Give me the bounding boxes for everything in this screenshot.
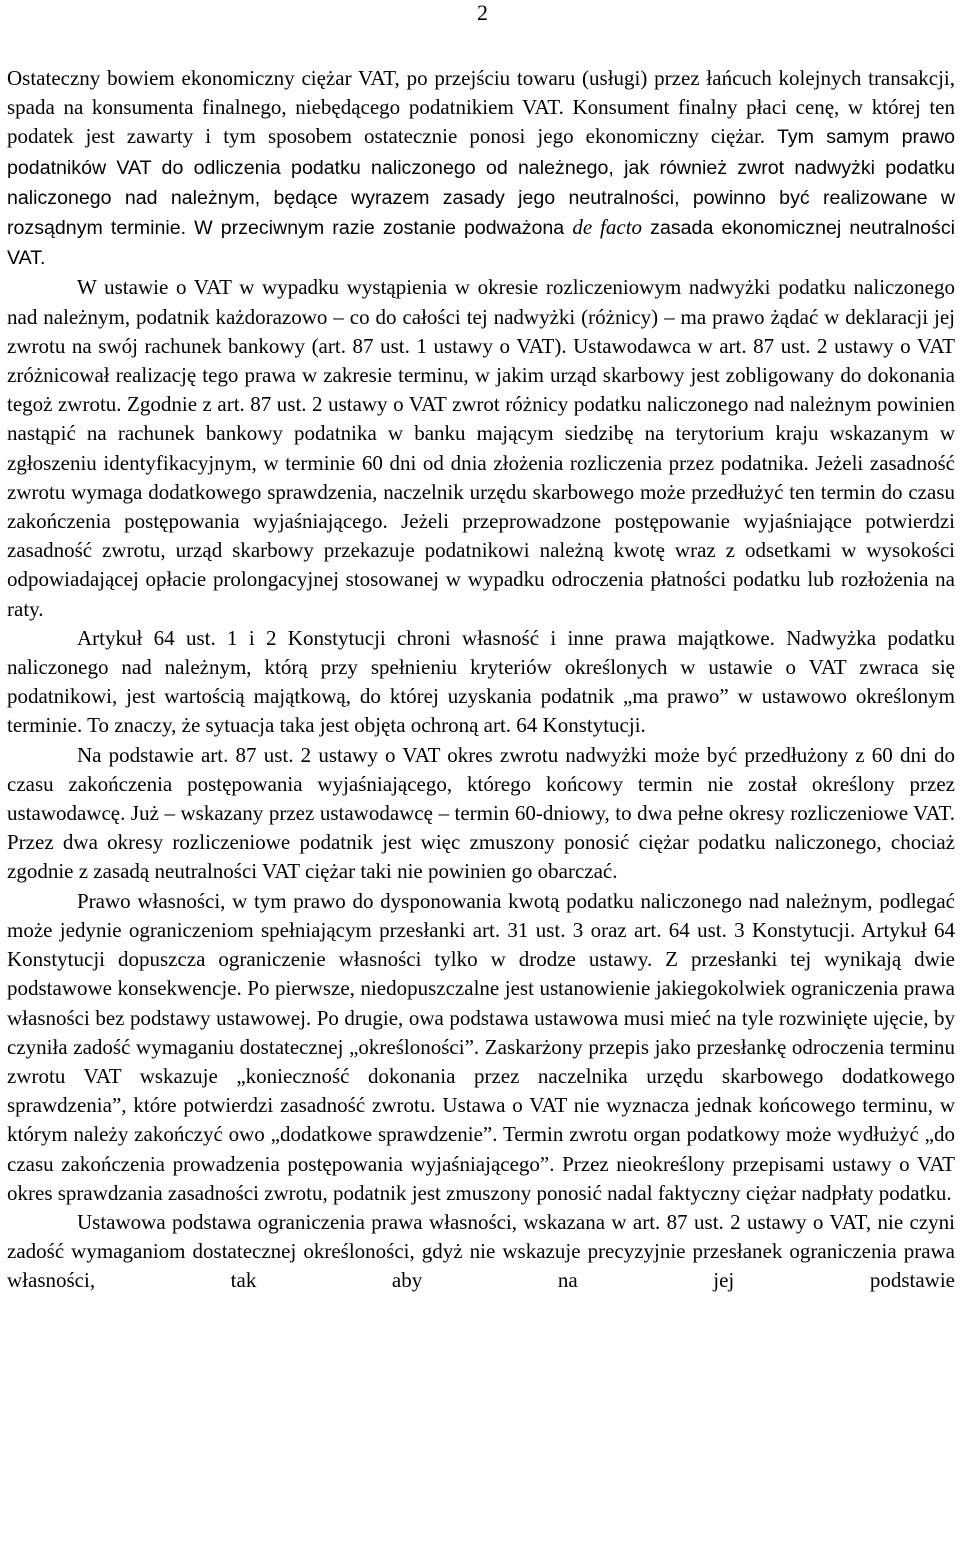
- paragraph-1-end: zasada ekonomicznej neutralności VAT.: [7, 217, 956, 270]
- paragraph-4: Na podstawie art. 87 ust. 2 ustawy o VAT okres zwrotu nadwyżki może być przedłużony z 60 dni do czasu zakończenia postępowania wyjaśniającego, którego końcowy termin nie został określony przez ustawodawcę. Już – wskazany przez ustawodawcę – termin 60-dniowy, to dwa pełne okresy rozliczeniowe VAT. Przez dwa okresy rozliczeniowe podatnik jest więc zmuszony ponosić ciężar podatku naliczonego, chociaż zgodnie z zasadą neutralności VAT ciężar taki nie powinien go obarczać.: [7, 742, 955, 884]
- paragraph-1-lead: Ostateczny bowiem ekonomiczny ciężar VAT, po przejściu towaru (usługi) przez łańcuch kolejnych transakcji, spada na konsumenta finalnego, niebędącego podatnikiem VAT. Konsument finalny płaci cenę, w której ten podatek jest zawarty i tym sposobem ostatecznie ponosi jego ekonomiczny ciężar.: [7, 66, 955, 149]
- paragraph-1: [7, 64, 955, 273]
- paragraph-6: Ustawowa podstawa ograniczenia prawa własności, wskazana w art. 87 ust. 2 ustawy o VAT, nie czyni zadość wymaganiom dostatecznej określoności, gdyż nie wskazuje precyzyjnie przesłanek ograniczenia prawa własności, tak aby na jej podstawie: [7, 1209, 955, 1293]
- paragraph-1-middle: Tym samym prawo podatników VAT do odliczenia podatku naliczonego od należnego, jak również zwrot nadwyżki podatku naliczonego nad należnym, będące wyrazem zasady jego neutralności, powinno być realizowane w rozsądnym terminie. W przeciwnym razie zostanie podważona: [7, 126, 956, 240]
- document-body: [7, 64, 955, 1296]
- paragraph-1-italic-term: de facto: [572, 215, 643, 240]
- paragraph-3: Artykuł 64 ust. 1 i 2 Konstytucji chroni własność i inne prawa majątkowe. Nadwyżka podatku naliczonego nad należnym, którą przy spełnieniu kryteriów określonych w ustawie o VAT zwraca się podatnikowi, jest wartością majątkową, do której uzyskania podatnik „ma prawo” w ustawowo określonym terminie. To znaczy, że sytuacja taka jest objęta ochroną art. 64 Konstytucji.: [7, 625, 955, 738]
- paragraph-5: Prawo własności, w tym prawo do dysponowania kwotą podatku naliczonego nad należnym, podlegać może jedynie ograniczeniom spełniającym przesłanki art. 31 ust. 3 oraz art. 64 ust. 3 Konstytucji. Artykuł 64 Konstytucji dopuszcza ograniczenie własności tylko w drodze ustawy. Z przesłanki tej wynikają dwie podstawowe konsekwencje. Po pierwsze, niedopuszczalne jest ustanowienie jakiegokolwiek ograniczenia prawa własności bez podstawy ustawowej. Po drugie, owa podstawa ustawowa musi mieć na tyle rozwinięte ujęcie, by czyniła zadość wymaganiu dostatecznej „określoności”. Zaskarżony przepis jako przesłankę odroczenia terminu zwrotu VAT wskazuje „konieczność dokonania przez naczelnika urzędu skarbowego dodatkowego sprawdzenia”, które potwierdzi zasadność zwrotu. Ustawa o VAT nie wyznacza jednak końcowego terminu, w którym należy zakończyć owo „dodatkowe sprawdzenie”. Termin zwrotu organ podatkowy może wydłużyć „do czasu zakończenia prowadzenia postępowania wyjaśniającego”. Przez nieokreślony przepisami ustawy o VAT okres sprawdzania zasadności zwrotu, podatnik jest zmuszony ponosić nadal faktyczny ciężar nadpłaty podatku.: [7, 888, 955, 1205]
- paragraph-2: W ustawie o VAT w wypadku wystąpienia w okresie rozliczeniowym nadwyżki podatku naliczonego nad należnym, podatnik każdorazowo – co do całości tej nadwyżki (różnicy) – ma prawo żądać w deklaracji jej zwrotu na swój rachunek bankowy (art. 87 ust. 1 ustawy o VAT). Ustawodawca w art. 87 ust. 2 ustawy o VAT zróżnicował realizację tego prawa w zakresie terminu, w jakim urząd skarbowy jest zobligowany do dokonania tegoż zwrotu. Zgodnie z art. 87 ust. 2 ustawy o VAT zwrot różnicy podatku naliczonego nad należnym powinien nastąpić na rachunek bankowy podatnika w banku mającym siedzibę na terytorium kraju wskazanym w zgłoszeniu identyfikacyjnym, w terminie 60 dni od dnia złożenia rozliczenia przez podatnika. Jeżeli zasadność zwrotu wymaga dodatkowego sprawdzenia, naczelnik urzędu skarbowego może przedłużyć ten termin do czasu zakończenia postępowania wyjaśniającego. Jeżeli przeprowadzone postępowanie wyjaśniające potwierdzi zasadność zwrotu, urząd skarbowy przekazuje podatnikowi należną kwotę wraz z odsetkami w wysokości odpowiadającej opłacie prolongacyjnej stosowanej w wypadku odroczenia płatności podatku lub rozłożenia na raty.: [7, 275, 955, 621]
- page-number: 2: [477, 0, 488, 25]
